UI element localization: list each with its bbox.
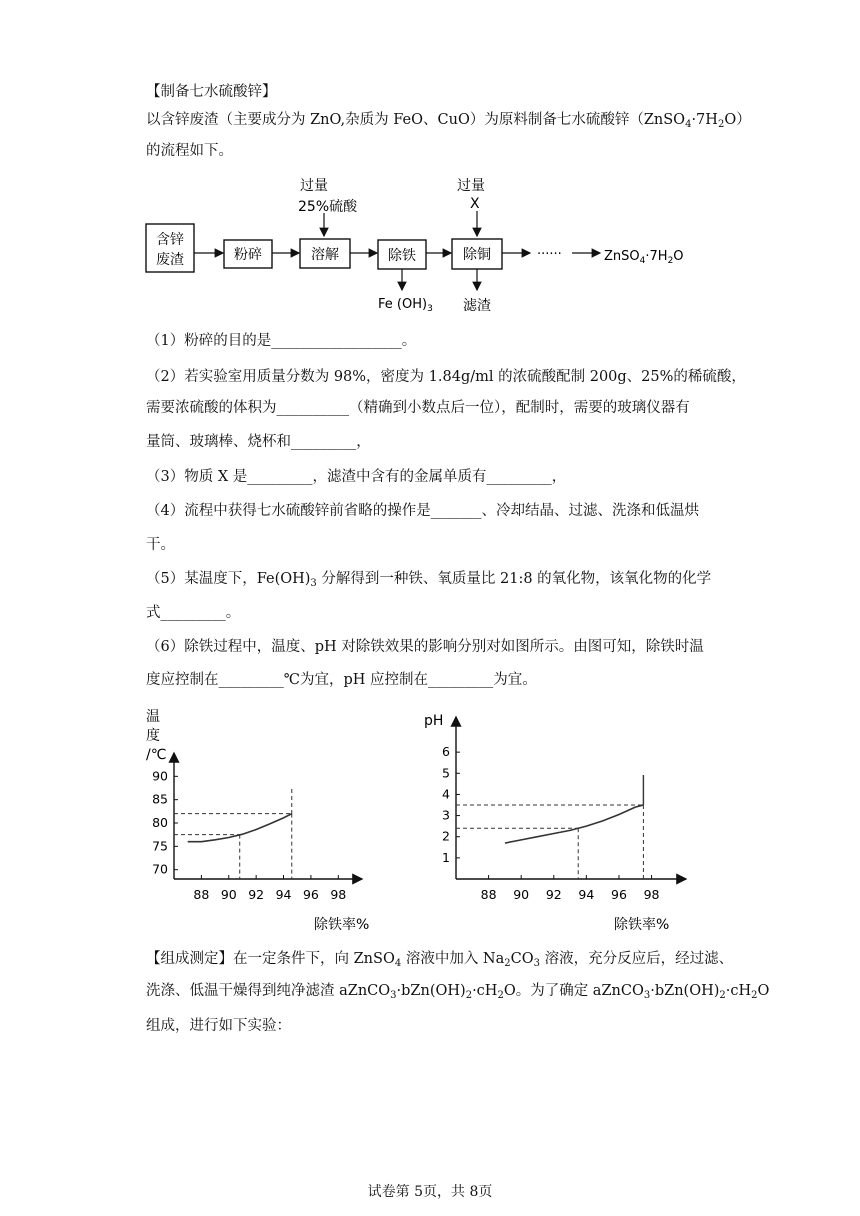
- svg-text:过量: 过量: [300, 178, 328, 194]
- flow-box-remove-iron: [378, 240, 426, 269]
- question-5-line-1: （5）某温度下，$Fe(OH)_3$ 分解得到一种铁、氧质量比 21:8 的氧化物，该氧化物的化学: [146, 571, 712, 589]
- intro-line-2: 的流程如下。: [146, 143, 233, 159]
- y-tick-label: 4: [442, 786, 450, 802]
- x-tick-label: 88: [193, 887, 210, 902]
- y-tick-label: 85: [152, 791, 168, 807]
- x-tick-label: 98: [643, 887, 660, 902]
- x-axis-label: 除铁率%: [614, 917, 670, 933]
- x-tick-label: 98: [330, 887, 347, 902]
- question-5-line-2: 式_________。: [146, 605, 241, 621]
- y-tick-label: 1: [442, 849, 450, 865]
- composition-line-2: 洗涤、低温干燥得到纯净滤渣 $aZnCO_3\cdot bZn(OH)_2\cdot cH_2O$。为了确定 $aZnCO_3\cdot bZn(OH)_2\cdot cH_2O$: [146, 983, 770, 1001]
- process-flow-diagram: [0, 170, 860, 320]
- x-tick-label: 88: [480, 887, 497, 902]
- y-axis-label: 度: [146, 728, 160, 744]
- question-3: （3）物质 X 是_________，滤渣中含有的金属单质有_________，: [146, 469, 567, 485]
- x-tick-label: 90: [513, 887, 530, 902]
- question-1: （1）粉碎的目的是__________________。: [146, 333, 417, 349]
- x-tick-label: 94: [275, 887, 292, 902]
- question-6-line-2: 度应控制在_________℃为宜，pH 应控制在_________为宜。: [146, 672, 537, 688]
- x-tick-label: 96: [611, 887, 627, 902]
- x-tick-label: 94: [578, 887, 595, 902]
- y-tick-label: 5: [442, 765, 450, 781]
- x-tick-label: 92: [545, 887, 562, 902]
- x-tick-label: 96: [302, 887, 319, 902]
- question-6-line-1: （6）除铁过程中，温度、pH 对除铁效果的影响分别对如图所示。由图可知，除铁时温: [146, 639, 704, 655]
- ph-chart: [420, 705, 690, 935]
- svg-text:过量: 过量: [457, 178, 485, 194]
- y-tick-label: 2: [442, 828, 450, 844]
- svg-text:废渣: 废渣: [156, 252, 184, 268]
- flow-output-fe-oh3: Fe $(OH)_3$: [378, 297, 433, 314]
- y-tick-label: 70: [152, 861, 168, 877]
- composition-line-1: 【组成测定】在一定条件下，向 ZnSO$_4$ 溶液中加入 $Na_2CO_3$ 溶液，充分反应后，经过滤、: [146, 951, 734, 969]
- y-tick-label: 75: [152, 838, 168, 854]
- svg-text:溶解: 溶解: [311, 247, 339, 263]
- x-axis-label: 除铁率%: [314, 917, 370, 933]
- flow-ellipsis: ······: [537, 247, 562, 262]
- question-4-line-2: 干。: [146, 537, 175, 553]
- flow-product: $ZnSO_4\cdot 7H_2O$: [604, 249, 684, 266]
- y-tick-label: 80: [152, 815, 168, 830]
- flow-box-raw-residue: [146, 224, 194, 272]
- svg-text:除铁: 除铁: [388, 248, 416, 264]
- series-line: [505, 805, 644, 843]
- question-2-line-1: （2）若实验室用质量分数为 98%，密度为 1.84g/ml 的浓硫酸配制 200g、25%的稀硫酸，: [146, 369, 746, 385]
- question-2-line-2: 需要浓硫酸的体积为__________（精确到小数点后一位），配制时，需要的玻璃仪器有: [146, 400, 690, 416]
- svg-text:粉碎: 粉碎: [234, 247, 262, 263]
- page-footer: 试卷第 5页，共 8页: [367, 1184, 493, 1200]
- flow-box-crush: [224, 240, 272, 268]
- x-tick-label: 90: [220, 887, 237, 902]
- composition-line-3: 组成，进行如下实验：: [146, 1018, 291, 1034]
- section-heading: 【制备七水硫酸锌】: [146, 84, 277, 100]
- intro-line-1: 以含锌废渣（主要成分为 ZnO,杂质为 FeO、CuO）为原料制备七水硫酸锌$(ZnSO_4\cdot 7H_2O)$: [146, 112, 751, 130]
- y-axis-label: 温: [146, 709, 160, 725]
- flow-box-dissolve: [300, 239, 350, 268]
- temperature-chart: [140, 705, 380, 935]
- y-tick-label: 6: [442, 744, 450, 760]
- svg-text:25%硫酸: 25%硫酸: [298, 199, 358, 215]
- x-tick-label: 92: [248, 887, 265, 902]
- y-axis-label: /℃: [146, 747, 167, 763]
- question-4-line-1: （4）流程中获得七水硫酸锌前省略的操作是_______、冷却结晶、过滤、洗涤和低温烘: [146, 503, 699, 519]
- svg-text:含锌: 含锌: [156, 232, 184, 248]
- y-axis-label: pH: [424, 713, 444, 729]
- svg-text:X: X: [470, 196, 480, 212]
- flow-output-residue: 滤渣: [463, 298, 491, 314]
- flow-box-remove-copper: [452, 239, 502, 269]
- reagent-1-label: [298, 178, 358, 215]
- svg-text:除铜: 除铜: [463, 247, 491, 263]
- question-2-line-3: 量筒、玻璃棒、烧杯和_________，: [146, 434, 371, 450]
- reagent-2-label: [457, 178, 485, 212]
- y-tick-label: 90: [152, 768, 168, 784]
- y-tick-label: 3: [442, 807, 450, 823]
